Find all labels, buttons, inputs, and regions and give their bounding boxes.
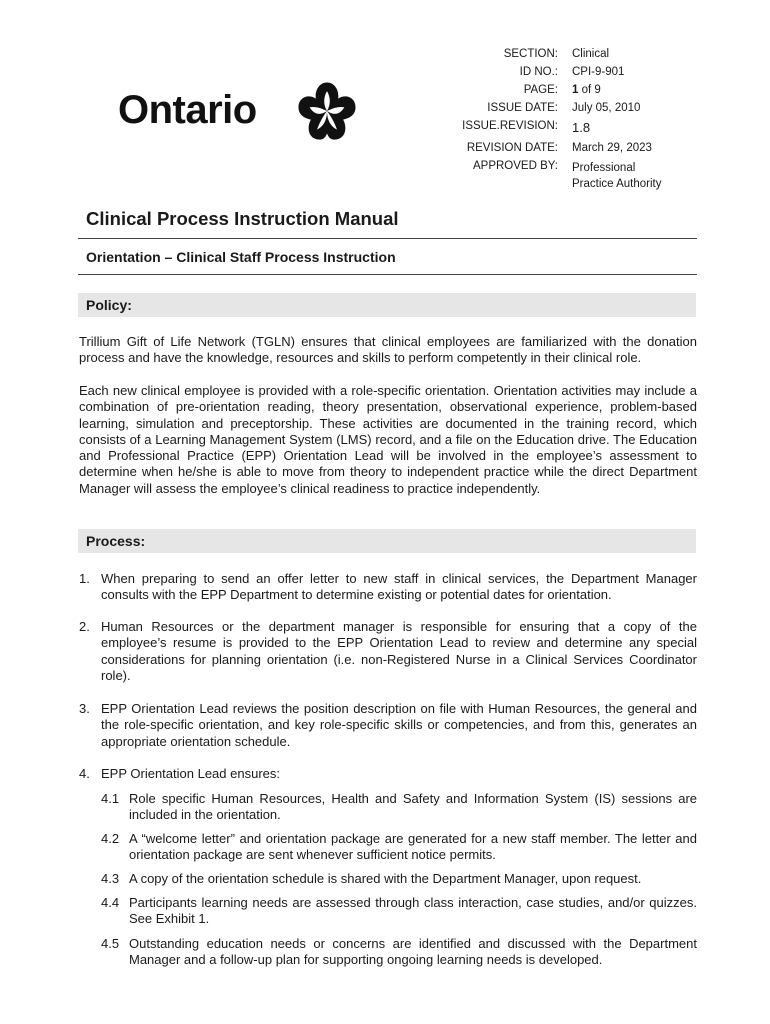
policy-heading-bar <box>78 293 696 317</box>
subtitle-divider <box>78 274 697 275</box>
meta-issue-date: ISSUE DATE: July 05, 2010 <box>487 102 641 114</box>
policy-paragraph-2: Each new clinical employee is provided with a role-specific orientation. Orientation activities may include a combination of pre-orientation reading, theory presentation, observational experience, problem-based learning, simulation and preceptorship. These activities are documented in the training record, which consists of a Learning Management System (LMS) record, and a file on the Education drive. The Education and Professional Practice (EPP) Orientation Lead will be involved in the employee’s assessment to determine when he/she is able to move from theory to independent practice while the direct Department Manager will assess the employee’s clinical readiness to practice independently. <box>79 383 697 496</box>
meta-page: PAGE: 1 of 9 <box>523 84 601 96</box>
policy-paragraph-1: Trillium Gift of Life Network (TGLN) ensures that clinical employees are familiarized with the donation process and have the knowledge, resources and skills to perform competently in their clinical role. <box>79 334 697 366</box>
ontario-wordmark: Ontario <box>118 88 257 132</box>
ontario-logo <box>118 80 368 142</box>
meta-issue-revision: ISSUE.REVISION: 1.8 <box>462 120 591 135</box>
page-number: 1 <box>572 84 579 96</box>
meta-approved-by: APPROVED BY: Professional Practice Authority <box>472 160 662 190</box>
process-heading-bar <box>78 529 696 553</box>
page-total: of 9 <box>578 84 601 96</box>
title-divider <box>78 238 697 239</box>
meta-section: SECTION: Clinical <box>503 48 610 60</box>
meta-id: ID NO.: CPI-9-901 <box>519 66 625 78</box>
policy-heading: Policy: <box>86 297 132 313</box>
meta-revision-date: REVISION DATE: March 29, 2023 <box>466 142 652 154</box>
process-heading: Process: <box>86 533 146 549</box>
document-title: Clinical Process Instruction Manual <box>86 208 399 229</box>
document-subtitle: Orientation – Clinical Staff Process Instruction <box>86 249 396 265</box>
trillium-icon <box>296 80 358 142</box>
